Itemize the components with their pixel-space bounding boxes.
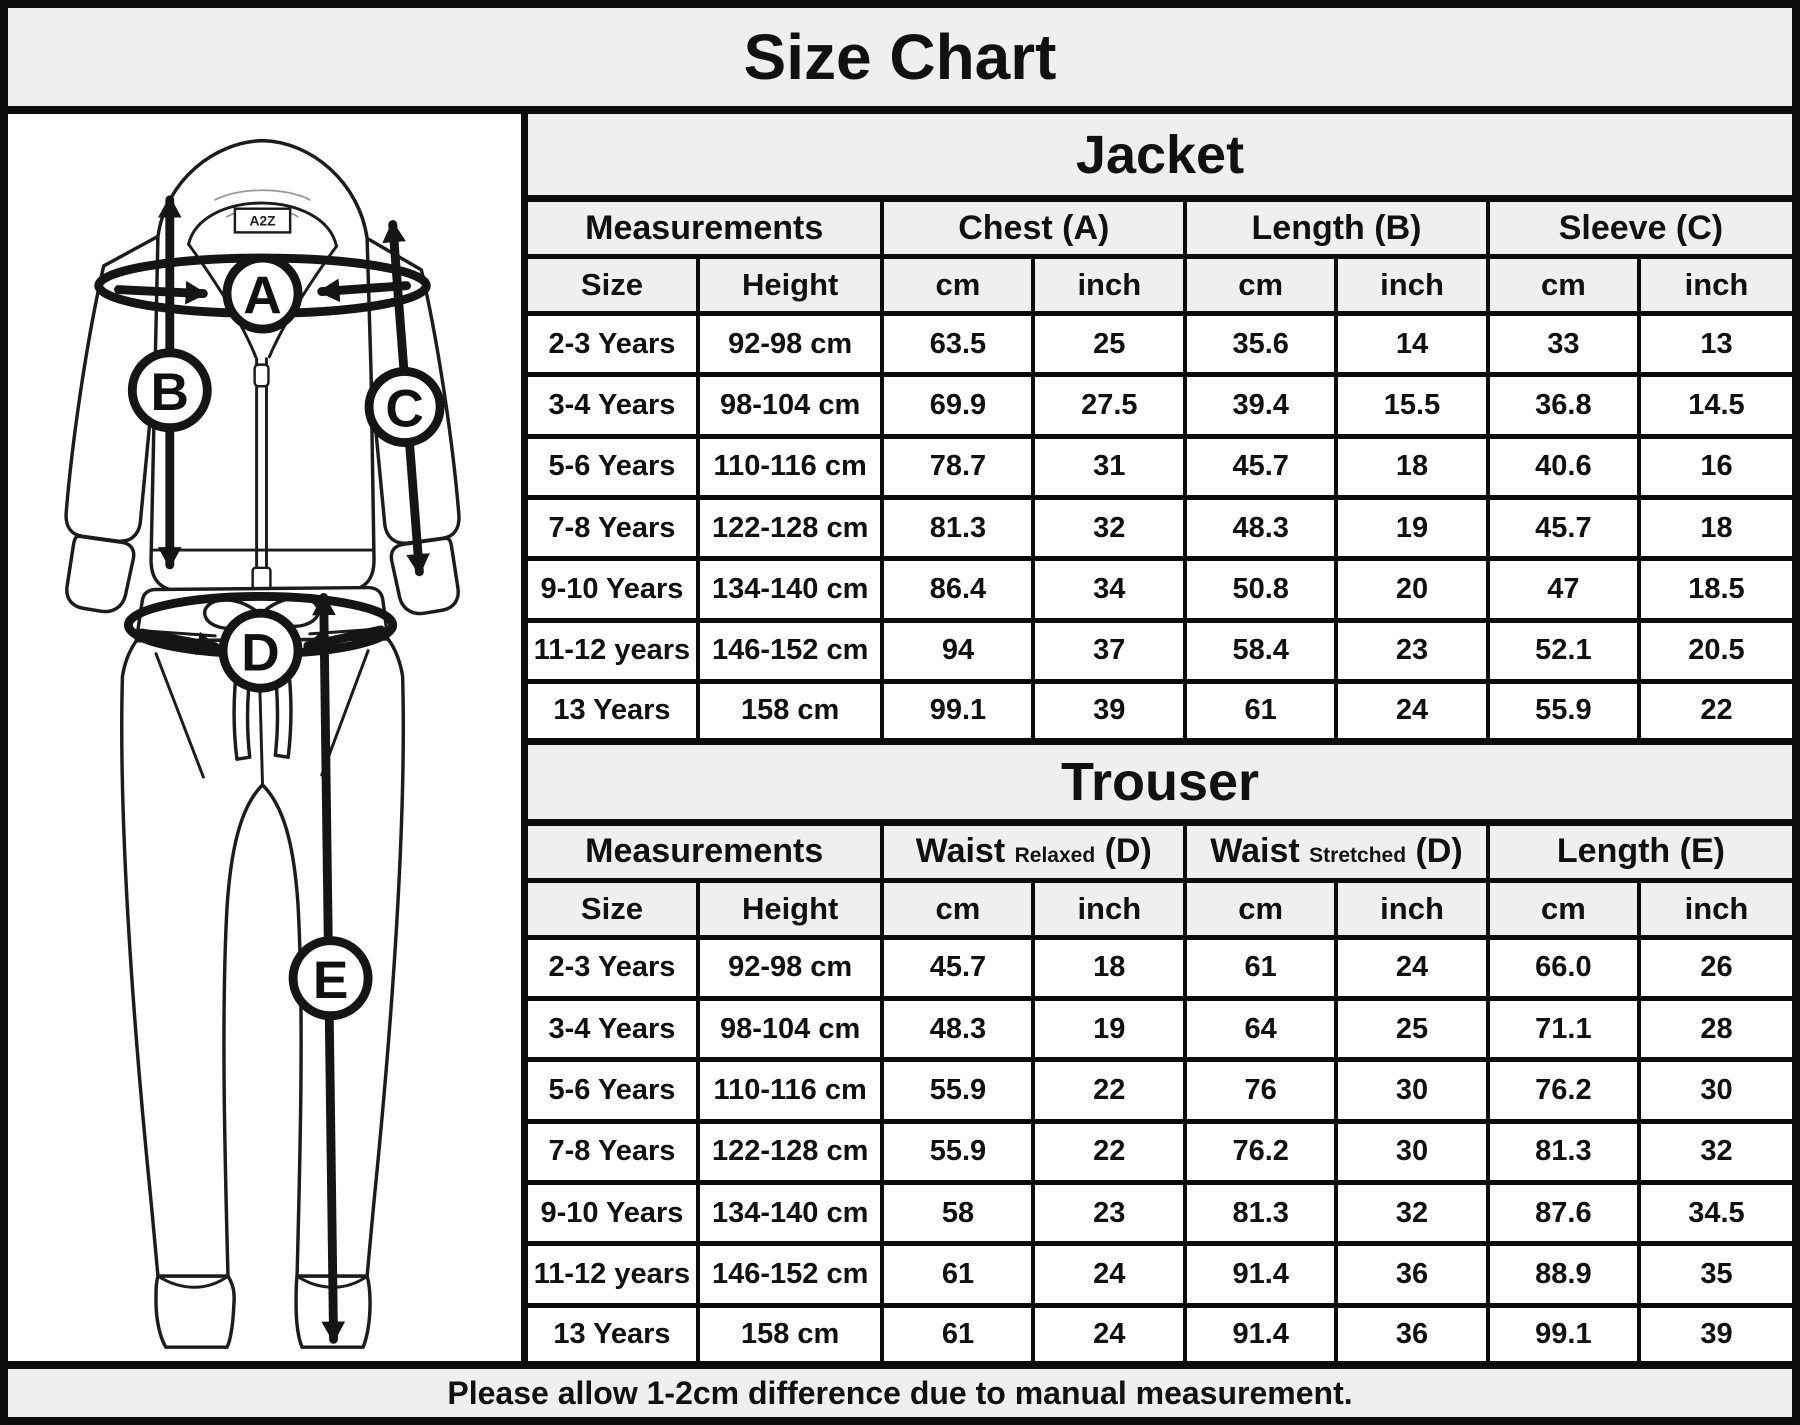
table-cell: 55.9 — [1490, 684, 1641, 737]
jacket-sub-header-row — [528, 259, 1792, 316]
waist-stretched-qualifier: Stretched — [1309, 844, 1407, 867]
table-cell: 24 — [1338, 940, 1490, 1001]
table-cell: 32 — [1338, 1185, 1490, 1246]
table-cell: 39.4 — [1187, 377, 1338, 438]
table-cell: 24 — [1035, 1308, 1187, 1361]
table-cell: 45.7 — [884, 940, 1035, 1001]
table-cell: 5-6 Years — [528, 439, 700, 500]
column-header: inch — [1338, 883, 1490, 940]
table-cell: 9-10 Years — [528, 561, 700, 622]
table-cell: 34 — [1035, 561, 1187, 622]
table-cell: 14.5 — [1641, 377, 1792, 438]
measurements-header: Measurements — [528, 202, 884, 259]
table-cell: 23 — [1338, 623, 1490, 684]
waist-relaxed-main: Waist — [915, 832, 1006, 870]
table-cell: 134-140 cm — [700, 561, 885, 622]
jacket-table — [528, 202, 1792, 738]
column-header: cm — [1490, 883, 1641, 940]
table-cell: 61 — [1187, 684, 1338, 737]
badge-b-letter: B — [150, 362, 190, 422]
table-cell: 31 — [1035, 439, 1187, 500]
table-cell: 76 — [1187, 1062, 1338, 1123]
table-row — [528, 377, 1792, 438]
table-cell: 35 — [1641, 1246, 1792, 1307]
table-cell: 99.1 — [1490, 1308, 1641, 1361]
table-cell: 87.6 — [1490, 1185, 1641, 1246]
table-cell: 36 — [1338, 1308, 1490, 1361]
column-header: cm — [884, 883, 1035, 940]
table-cell: 2-3 Years — [528, 316, 700, 377]
table-cell: 71.1 — [1490, 1001, 1641, 1062]
table-cell: 5-6 Years — [528, 1062, 700, 1123]
table-cell: 11-12 years — [528, 1246, 700, 1307]
table-cell: 58.4 — [1187, 623, 1338, 684]
table-cell: 91.4 — [1187, 1308, 1338, 1361]
table-cell: 18 — [1641, 500, 1792, 561]
table-cell: 11-12 years — [528, 623, 700, 684]
table-cell: 3-4 Years — [528, 1001, 700, 1062]
table-cell: 19 — [1035, 1001, 1187, 1062]
column-header: cm — [1187, 259, 1338, 316]
badge-c-letter: C — [385, 379, 424, 439]
table-row — [528, 1185, 1792, 1246]
table-cell: 30 — [1641, 1062, 1792, 1123]
table-cell: 39 — [1035, 684, 1187, 737]
trouser-table — [528, 826, 1792, 1362]
column-header: Size — [528, 259, 700, 316]
table-cell: 134-140 cm — [700, 1185, 885, 1246]
trouser-section-title: Trouser — [528, 738, 1792, 826]
table-cell: 91.4 — [1187, 1246, 1338, 1307]
badge-d-letter: D — [241, 623, 280, 683]
badge-a-letter: A — [243, 266, 282, 326]
table-cell: 61 — [884, 1246, 1035, 1307]
page-title: Size Chart — [8, 8, 1792, 114]
table-cell: 61 — [884, 1308, 1035, 1361]
table-cell: 18 — [1338, 439, 1490, 500]
table-cell: 158 cm — [700, 1308, 885, 1361]
table-cell: 92-98 cm — [700, 316, 885, 377]
table-cell: 110-116 cm — [700, 1062, 885, 1123]
table-cell: 50.8 — [1187, 561, 1338, 622]
table-cell: 27.5 — [1035, 377, 1187, 438]
badge-e-letter: E — [312, 950, 349, 1010]
table-cell: 122-128 cm — [700, 1124, 885, 1185]
table-cell: 52.1 — [1490, 623, 1641, 684]
column-header: cm — [884, 259, 1035, 316]
table-cell: 76.2 — [1490, 1062, 1641, 1123]
trouser-section — [528, 738, 1792, 1362]
jacket-section — [528, 114, 1792, 738]
brand-label-text: A2Z — [249, 212, 276, 229]
table-cell: 81.3 — [1187, 1185, 1338, 1246]
table-cell: 81.3 — [1490, 1124, 1641, 1185]
table-row — [528, 940, 1792, 1001]
column-header: Height — [700, 883, 885, 940]
table-cell: 22 — [1641, 684, 1792, 737]
table-cell: 33 — [1490, 316, 1641, 377]
table-cell: 99.1 — [884, 684, 1035, 737]
table-cell: 36.8 — [1490, 377, 1641, 438]
waist-stretched-header — [1187, 826, 1490, 883]
table-cell: 13 Years — [528, 1308, 700, 1361]
table-cell: 32 — [1035, 500, 1187, 561]
trouser-table-body — [528, 940, 1792, 1362]
column-header: inch — [1641, 883, 1792, 940]
table-row — [528, 1062, 1792, 1123]
table-row — [528, 1308, 1792, 1361]
table-cell: 3-4 Years — [528, 377, 700, 438]
table-cell: 61 — [1187, 940, 1338, 1001]
table-cell: 23 — [1035, 1185, 1187, 1246]
tables-area — [528, 114, 1792, 1361]
table-cell: 92-98 cm — [700, 940, 885, 1001]
table-cell: 76.2 — [1187, 1124, 1338, 1185]
waist-relaxed-header — [884, 826, 1187, 883]
table-cell: 32 — [1641, 1124, 1792, 1185]
trouser-sub-header-row — [528, 883, 1792, 940]
tracksuit-measurement-diagram — [8, 114, 521, 1361]
table-cell: 9-10 Years — [528, 1185, 700, 1246]
table-cell: 37 — [1035, 623, 1187, 684]
table-cell: 25 — [1035, 316, 1187, 377]
table-row — [528, 316, 1792, 377]
jacket-group-header-row — [528, 202, 1792, 259]
table-cell: 22 — [1035, 1062, 1187, 1123]
trouser-length-header: Length (E) — [1490, 826, 1792, 883]
table-cell: 18.5 — [1641, 561, 1792, 622]
table-row — [528, 684, 1792, 737]
table-cell: 28 — [1641, 1001, 1792, 1062]
table-cell: 69.9 — [884, 377, 1035, 438]
table-cell: 18 — [1035, 940, 1187, 1001]
table-cell: 24 — [1035, 1246, 1187, 1307]
table-cell: 26 — [1641, 940, 1792, 1001]
waist-relaxed-suffix: (D) — [1104, 832, 1152, 870]
table-row — [528, 500, 1792, 561]
table-cell: 146-152 cm — [700, 1246, 885, 1307]
table-cell: 7-8 Years — [528, 500, 700, 561]
figure-panel — [8, 114, 528, 1361]
jacket-table-body — [528, 316, 1792, 738]
table-cell: 63.5 — [884, 316, 1035, 377]
table-cell: 55.9 — [884, 1124, 1035, 1185]
table-cell: 16 — [1641, 439, 1792, 500]
table-cell: 45.7 — [1490, 500, 1641, 561]
table-cell: 14 — [1338, 316, 1490, 377]
table-cell: 7-8 Years — [528, 1124, 700, 1185]
table-cell: 24 — [1338, 684, 1490, 737]
table-cell: 58 — [884, 1185, 1035, 1246]
table-cell: 19 — [1338, 500, 1490, 561]
column-header: cm — [1490, 259, 1641, 316]
table-cell: 13 — [1641, 316, 1792, 377]
sleeve-header: Sleeve (C) — [1490, 202, 1792, 259]
trouser-group-header-row — [528, 826, 1792, 883]
column-header: Height — [700, 259, 885, 316]
table-row — [528, 1124, 1792, 1185]
table-row — [528, 623, 1792, 684]
column-header: inch — [1641, 259, 1792, 316]
table-cell: 47 — [1490, 561, 1641, 622]
table-row — [528, 439, 1792, 500]
main-area — [8, 114, 1792, 1361]
table-cell: 13 Years — [528, 684, 700, 737]
table-cell: 45.7 — [1187, 439, 1338, 500]
table-cell: 25 — [1338, 1001, 1490, 1062]
column-header: inch — [1338, 259, 1490, 316]
table-cell: 48.3 — [884, 1001, 1035, 1062]
table-cell: 66.0 — [1490, 940, 1641, 1001]
chest-header: Chest (A) — [884, 202, 1187, 259]
table-cell: 20 — [1338, 561, 1490, 622]
table-cell: 158 cm — [700, 684, 885, 737]
table-cell: 146-152 cm — [700, 623, 885, 684]
waist-stretched-suffix: (D) — [1415, 832, 1463, 870]
table-cell: 88.9 — [1490, 1246, 1641, 1307]
table-cell: 40.6 — [1490, 439, 1641, 500]
column-header: cm — [1187, 883, 1338, 940]
table-cell: 81.3 — [884, 500, 1035, 561]
table-cell: 20.5 — [1641, 623, 1792, 684]
table-cell: 64 — [1187, 1001, 1338, 1062]
waist-stretched-main: Waist — [1210, 832, 1300, 870]
table-cell: 94 — [884, 623, 1035, 684]
table-cell: 86.4 — [884, 561, 1035, 622]
length-header: Length (B) — [1187, 202, 1490, 259]
table-cell: 30 — [1338, 1124, 1490, 1185]
table-cell: 15.5 — [1338, 377, 1490, 438]
table-cell: 48.3 — [1187, 500, 1338, 561]
table-cell: 36 — [1338, 1246, 1490, 1307]
table-cell: 30 — [1338, 1062, 1490, 1123]
table-row — [528, 561, 1792, 622]
table-cell: 98-104 cm — [700, 377, 885, 438]
table-cell: 22 — [1035, 1124, 1187, 1185]
measurements-header: Measurements — [528, 826, 884, 883]
column-header: Size — [528, 883, 700, 940]
table-cell: 98-104 cm — [700, 1001, 885, 1062]
jacket-section-title: Jacket — [528, 114, 1792, 202]
table-cell: 78.7 — [884, 439, 1035, 500]
table-cell: 34.5 — [1641, 1185, 1792, 1246]
footer-note: Please allow 1-2cm difference due to manual measurement. — [8, 1361, 1792, 1417]
waist-relaxed-qualifier: Relaxed — [1014, 844, 1096, 867]
table-row — [528, 1001, 1792, 1062]
table-cell: 35.6 — [1187, 316, 1338, 377]
table-cell: 55.9 — [884, 1062, 1035, 1123]
table-cell: 39 — [1641, 1308, 1792, 1361]
table-cell: 122-128 cm — [700, 500, 885, 561]
column-header: inch — [1035, 883, 1187, 940]
table-row — [528, 1246, 1792, 1307]
table-cell: 2-3 Years — [528, 940, 700, 1001]
table-cell: 110-116 cm — [700, 439, 885, 500]
zipper-pull — [255, 365, 269, 387]
column-header: inch — [1035, 259, 1187, 316]
